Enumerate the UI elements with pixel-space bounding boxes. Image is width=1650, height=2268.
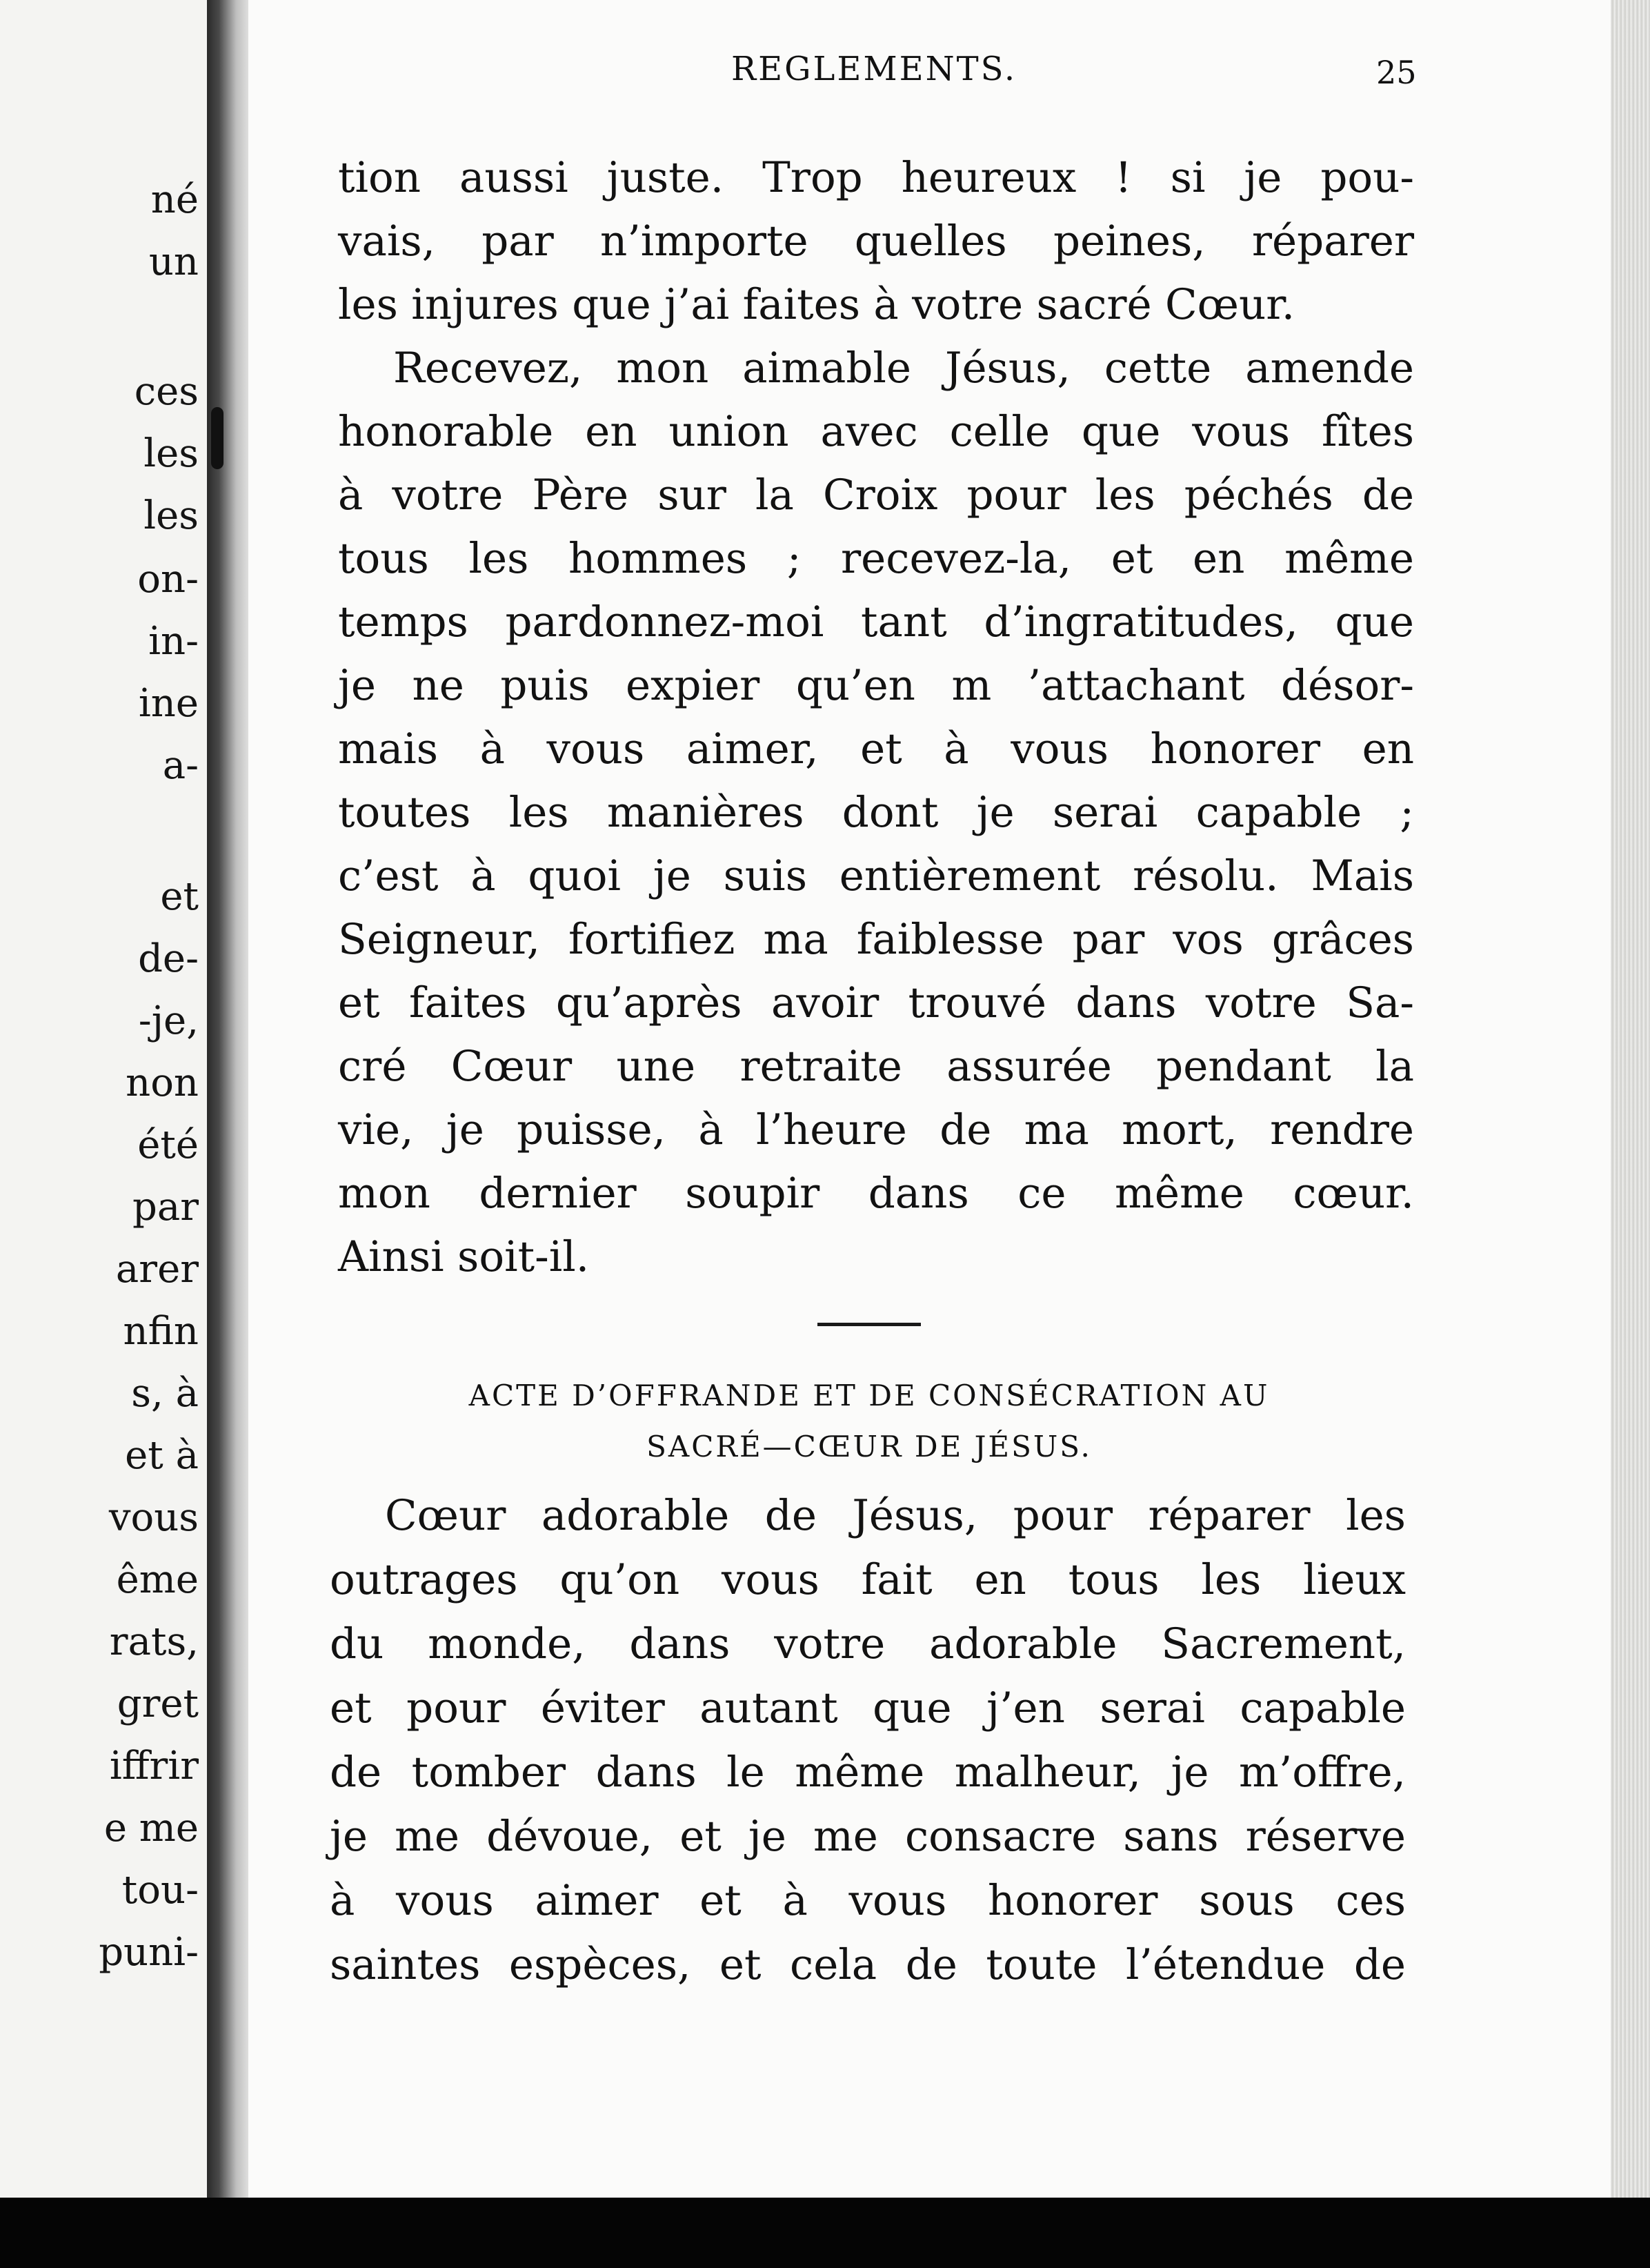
left-fragment: tou- xyxy=(121,1868,199,1913)
left-fragment: les xyxy=(143,431,199,476)
text-line: Seigneur, fortifiez ma faiblesse par vos grâces xyxy=(338,915,1414,964)
text-line: c’est à quoi je suis entièrement résolu. Mais xyxy=(338,851,1414,900)
section-heading-line-1: ACTE D’OFFRANDE ET DE CONSÉCRATION AU xyxy=(468,1379,1270,1412)
text-line: mon dernier soupir dans ce même cœur. xyxy=(338,1169,1414,1218)
text-line: mais à vous aimer, et à vous honorer en xyxy=(338,724,1414,773)
left-fragment: vous xyxy=(108,1495,199,1540)
left-fragment: de- xyxy=(138,936,199,981)
left-fragment: ces xyxy=(134,369,199,414)
section-heading-line-2: SACRÉ—CŒUR DE JÉSUS. xyxy=(646,1430,1092,1463)
left-fragment: iffrir xyxy=(109,1744,199,1788)
text-line: saintes espèces, et cela de toute l’étendue de xyxy=(330,1940,1406,1989)
text-line: et pour éviter autant que j’en serai capable xyxy=(330,1684,1406,1733)
text-line: et faites qu’après avoir trouvé dans votre Sa- xyxy=(338,978,1414,1027)
left-fragment: et à xyxy=(125,1433,199,1478)
text-line: à vous aimer et à vous honorer sous ces xyxy=(330,1876,1406,1925)
binding-mark xyxy=(211,407,223,469)
left-fragment: nfin xyxy=(123,1309,199,1354)
left-fragment: et xyxy=(160,874,199,919)
page-number: 25 xyxy=(1376,54,1417,91)
left-fragment: puni- xyxy=(99,1930,199,1975)
left-fragment: été xyxy=(137,1123,199,1167)
text-line: Ainsi soit-il. xyxy=(338,1232,590,1281)
text-line: les injures que j’ai faites à votre sacré Cœur. xyxy=(338,280,1295,329)
offering-text xyxy=(330,1483,1406,1997)
text-line: temps pardonnez-moi tant d’ingratitudes, que xyxy=(338,598,1414,647)
left-fragment: a- xyxy=(162,743,199,788)
left-fragment: e me xyxy=(103,1806,199,1851)
page-edges xyxy=(1611,0,1650,2208)
scan-bottom-border xyxy=(0,2198,1650,2268)
text-line: du monde, dans votre adorable Sacrement, xyxy=(330,1619,1406,1668)
left-fragment: non xyxy=(126,1061,199,1105)
left-fragment: gret xyxy=(117,1682,199,1726)
text-line: cré Cœur une retraite assurée pendant la xyxy=(338,1042,1414,1091)
left-fragment: ême xyxy=(116,1557,199,1602)
left-fragment: par xyxy=(132,1185,199,1230)
text-line: de tomber dans le même malheur, je m’offre, xyxy=(330,1748,1406,1797)
text-line: je me dévoue, et je me consacre sans réserve xyxy=(330,1812,1406,1861)
left-fragment: arer xyxy=(115,1247,199,1292)
left-fragment: in- xyxy=(148,619,199,664)
text-line: outrages qu’on vous fait en tous les lieux xyxy=(330,1555,1406,1604)
text-line: honorable en union avec celle que vous fîtes xyxy=(338,407,1414,456)
left-fragment: né xyxy=(150,177,199,222)
left-fragment: ine xyxy=(138,681,199,726)
text-line: toutes les manières dont je serai capable ; xyxy=(338,788,1414,837)
section-separator-rule xyxy=(817,1323,921,1326)
text-line: Cœur adorable de Jésus, pour réparer les xyxy=(385,1491,1406,1540)
prayer-text xyxy=(338,146,1414,1289)
text-line: Recevez, mon aimable Jésus, cette amende xyxy=(393,344,1414,393)
left-fragment: s, à xyxy=(131,1371,199,1416)
text-line: vais, par n’importe quelles peines, réparer xyxy=(338,217,1414,266)
running-title: REGLEMENTS. xyxy=(731,50,1017,88)
text-line: à votre Père sur la Croix pour les péchés de xyxy=(338,471,1414,520)
left-fragment: on- xyxy=(137,557,199,602)
text-line: tous les hommes ; recevez-la, et en même xyxy=(338,534,1414,583)
left-fragment: les xyxy=(143,493,199,538)
left-page-text-fragments xyxy=(0,0,207,2201)
text-line: vie, je puisse, à l’heure de ma mort, rendre xyxy=(338,1105,1414,1154)
left-page-edge xyxy=(0,0,207,2201)
left-fragment: un xyxy=(148,239,199,284)
left-fragment: rats, xyxy=(109,1619,199,1664)
left-fragment: -je, xyxy=(138,998,199,1043)
text-line: je ne puis expier qu’en m ’attachant désor- xyxy=(338,661,1414,710)
text-line: tion aussi juste. Trop heureux ! si je pou- xyxy=(338,153,1414,202)
